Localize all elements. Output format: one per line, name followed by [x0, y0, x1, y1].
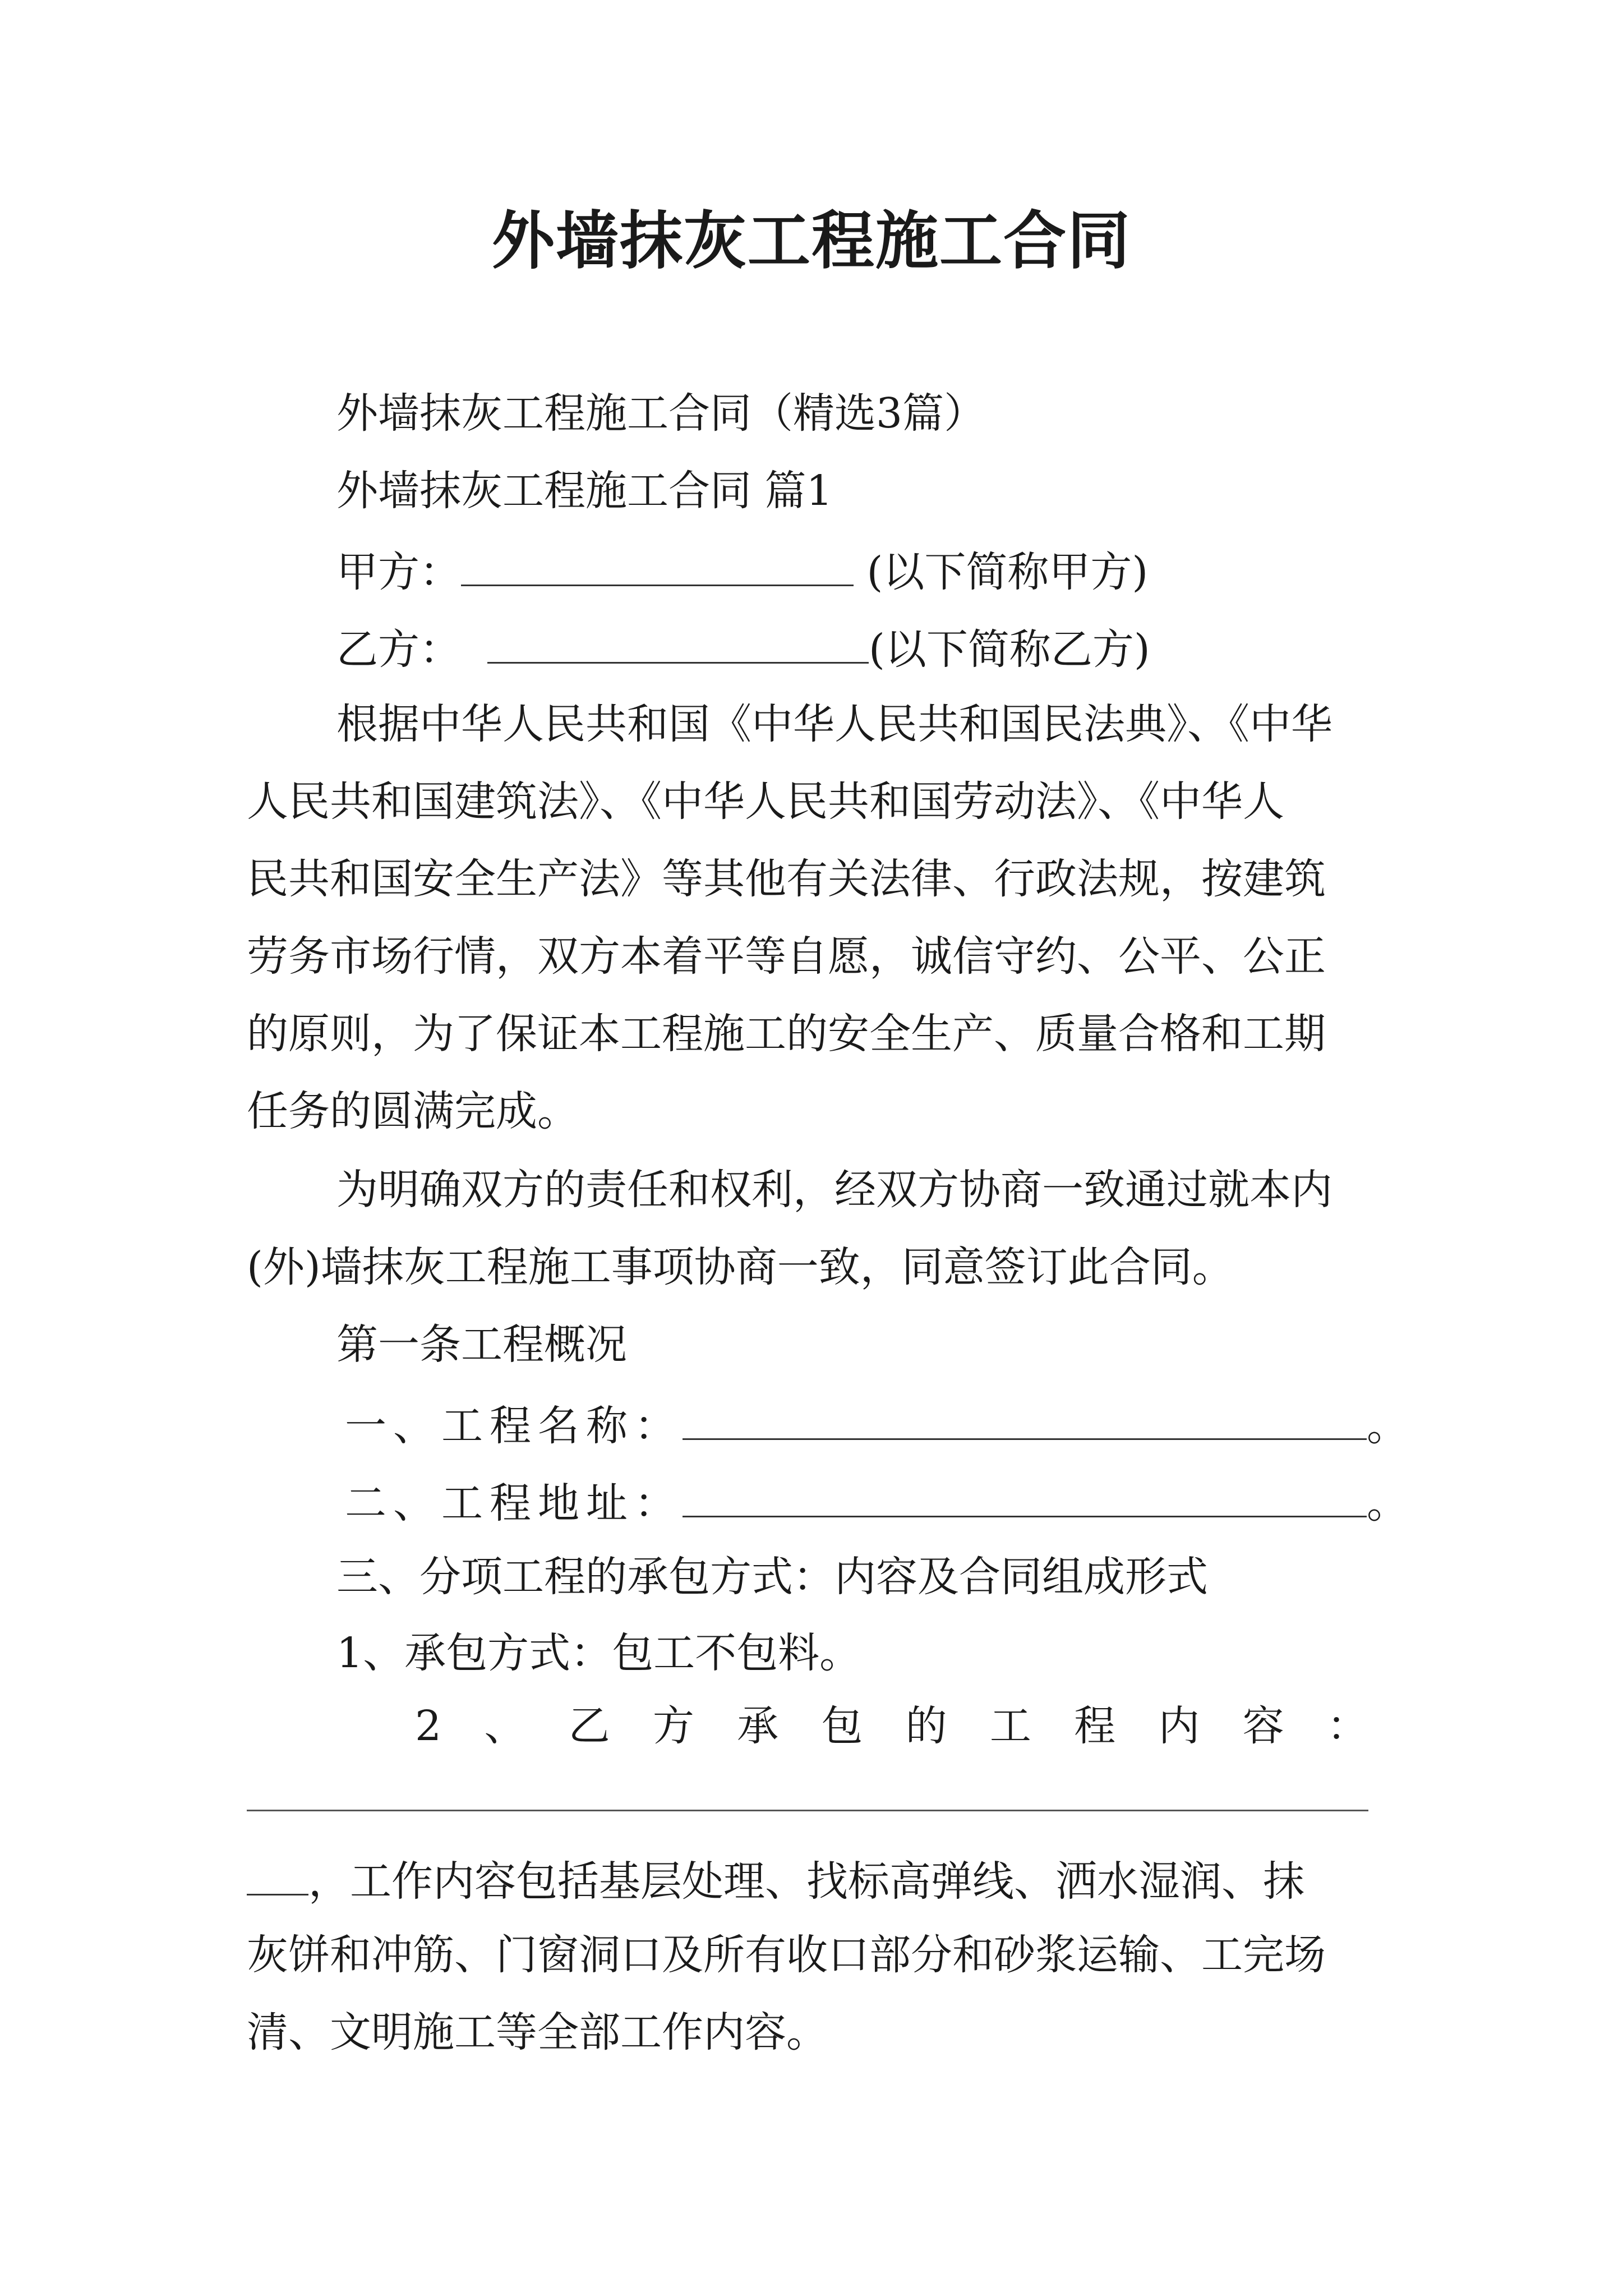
para3-line: 清、文明施工等全部工作内容。 [247, 2008, 828, 2056]
para2-line: (外)墙抹灰工程施工事项协商一致，同意签订此合同。 [247, 1243, 1234, 1291]
item-3-2-char: 包 [821, 1702, 863, 1750]
party-a-line [336, 547, 1149, 596]
project-name-end: 。 [1367, 1402, 1408, 1450]
part-heading: 外墙抹灰工程施工合同 篇1 [336, 467, 833, 515]
para1-line: 劳务市场行情，双方本着平等自愿，诚信守约、公平、公正 [247, 932, 1326, 981]
para2-line: 为明确双方的责任和权利，经双方协商一致通过就本内 [336, 1166, 1332, 1214]
item-3-2-char: 程 [1074, 1702, 1116, 1750]
item-3-2-char: 2 [415, 1702, 442, 1750]
para3-line-1 [247, 1857, 1304, 1906]
item-3-2-char: 方 [652, 1702, 694, 1750]
item-3-2-char: 乙 [568, 1702, 610, 1750]
project-name-label: 一、工程名称： [345, 1402, 683, 1450]
item-3-2-char: ： [1326, 1702, 1368, 1750]
party-b-blank [487, 625, 869, 664]
item-3-2-char: 内 [1158, 1702, 1200, 1750]
item-3-2-char: 承 [737, 1702, 779, 1750]
item-3-2-char: 容 [1242, 1702, 1284, 1750]
item-3-1: 1、承包方式：包工不包料。 [336, 1629, 861, 1677]
item-3-2-char: 工 [989, 1702, 1031, 1750]
para3-line: 灰饼和冲筋、门窗洞口及所有收口部分和砂浆运输、工完场 [247, 1931, 1326, 1979]
party-b-label: 乙方： [336, 625, 461, 674]
project-name-line [345, 1401, 1408, 1450]
party-b-line [336, 625, 1150, 674]
para1-line: 的原则，为了保证本工程施工的安全生产、质量合格和工期 [247, 1010, 1326, 1058]
project-name-blank [683, 1401, 1367, 1440]
work-content-blank-line [247, 1810, 1368, 1811]
project-address-label: 二、工程地址： [345, 1479, 683, 1527]
para1-line: 根据中华人民共和国《中华人民共和国民法典》、《中华 [336, 700, 1332, 748]
para1-line: 民共和国安全生产法》等其他有关法律、行政法规，按建筑 [247, 855, 1326, 903]
project-address-line [345, 1479, 1408, 1527]
para3-text: ，工作内容包括基层处理、找标高弹线、洒水湿润、抹 [308, 1857, 1304, 1906]
para1-line: 人民共和国建筑法》、《中华人民共和国劳动法》、《中华人 [247, 777, 1284, 826]
item-3: 三、分项工程的承包方式：内容及合同组成形式 [336, 1553, 1208, 1601]
article-1-heading: 第一条工程概况 [336, 1320, 627, 1369]
para1-line: 任务的圆满完成。 [247, 1087, 579, 1135]
item-3-2-char: 、 [484, 1702, 526, 1750]
project-address-blank [683, 1479, 1367, 1517]
party-b-suffix: (以下简称乙方) [869, 625, 1150, 674]
party-a-label: 甲方： [336, 548, 461, 596]
party-a-suffix: (以下简称甲方) [866, 548, 1149, 596]
item-3-2-justified [415, 1702, 1368, 1750]
document-title: 外墙抹灰工程施工合同 [492, 204, 1131, 278]
subtitle: 外墙抹灰工程施工合同（精选3篇） [336, 389, 986, 438]
party-a-blank [461, 547, 854, 586]
work-content-short-blank [247, 1857, 308, 1895]
project-address-end: 。 [1367, 1479, 1408, 1527]
item-3-2-char: 的 [905, 1702, 947, 1750]
